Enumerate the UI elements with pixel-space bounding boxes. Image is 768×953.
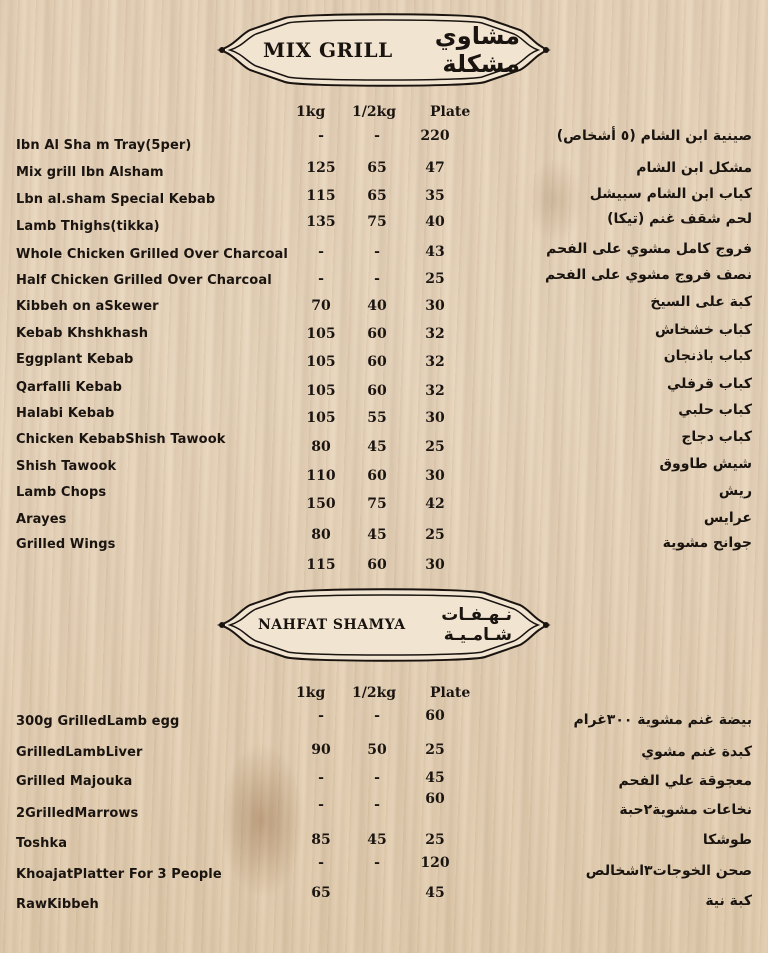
price-plate: 120	[420, 854, 450, 871]
price-1kg: 110	[306, 467, 336, 484]
price-half-kg: 55	[367, 410, 387, 426]
price-half-kg: 45	[367, 832, 387, 848]
price-plate: 32	[425, 325, 445, 342]
menu-row	[0, 708, 768, 738]
price-half-kg: 50	[367, 741, 387, 758]
price-1kg: 90	[311, 741, 331, 758]
price-half-kg: 60	[367, 382, 387, 399]
nahfat-banner	[0, 585, 768, 665]
price-half-kg: -	[374, 796, 380, 813]
item-name-en: GrilledLambLiver	[16, 744, 143, 760]
price-plate: 47	[425, 160, 445, 177]
item-name-en: Kebab Khshkhash	[16, 325, 149, 341]
item-name-ar: كباب قرفلي	[667, 375, 752, 392]
item-name-en: Grilled Wings	[16, 537, 116, 552]
item-name-ar: كباب ابن الشام سبيشل	[589, 185, 752, 202]
item-name-en: Lbn al.sham Special Kebab	[16, 191, 216, 207]
price-plate: 30	[425, 410, 445, 426]
menu-row	[0, 294, 768, 322]
price-1kg: -	[318, 243, 324, 260]
price-1kg: 115	[306, 557, 336, 573]
menu-row	[0, 455, 768, 487]
item-name-en: Lamb Thighs(tikka)	[16, 219, 160, 235]
price-plate: 25	[425, 439, 445, 456]
price-half-kg: 75	[367, 214, 387, 231]
item-name-ar: جوانح مشوية	[662, 535, 752, 551]
item-name-en: Lamb Chops	[16, 485, 107, 501]
item-name-en: Half Chicken Grilled Over Charcoal	[16, 273, 272, 288]
col-header-1kg: 1kg	[296, 104, 326, 120]
price-half-kg: -	[374, 708, 380, 724]
price-1kg: -	[318, 854, 324, 871]
price-half-kg: 65	[367, 160, 387, 177]
item-name-en: 2GrilledMarrows	[16, 805, 139, 821]
item-name-en: RawKibbeh	[16, 897, 99, 912]
price-half-kg: 65	[367, 187, 387, 204]
price-1kg: 150	[306, 496, 336, 513]
item-name-ar: مشكل ابن الشام	[636, 160, 752, 177]
price-half-kg: 60	[367, 467, 387, 484]
item-name-en: Toshka	[16, 836, 68, 851]
menu-row	[0, 348, 768, 377]
menu-row	[0, 185, 768, 213]
price-half-kg: -	[374, 128, 380, 144]
menu-row	[0, 267, 768, 295]
price-plate: 45	[425, 885, 445, 901]
item-name-en: Kibbeh on aSkewer	[16, 299, 159, 315]
col-header-plate: Plate	[430, 104, 471, 120]
menu-row	[0, 854, 768, 891]
menu-row	[0, 402, 768, 432]
price-plate: 30	[425, 298, 445, 315]
col-header-plate: Plate	[430, 685, 471, 701]
price-half-kg: 45	[367, 439, 387, 456]
price-plate: 60	[425, 790, 445, 807]
price-half-kg: -	[374, 243, 380, 260]
item-name-en: Halabi Kebab	[16, 406, 115, 421]
price-1kg: 125	[306, 160, 336, 177]
item-name-ar: كباب خشخاش	[654, 321, 752, 338]
mix-grill-banner	[0, 10, 768, 90]
menu-row	[0, 161, 768, 185]
price-half-kg: -	[374, 271, 380, 287]
menu-row	[0, 128, 768, 158]
item-name-ar: نصف فروج مشوي على الفحم	[544, 267, 752, 283]
price-half-kg: 45	[367, 526, 387, 543]
price-plate: 45	[425, 770, 445, 786]
menu-row	[0, 535, 768, 573]
price-half-kg: 60	[367, 325, 387, 342]
item-name-ar: صينية ابن الشام (٥ أشخاص)	[556, 128, 752, 144]
price-1kg: -	[318, 128, 324, 144]
item-name-en: Shish Tawook	[16, 458, 117, 474]
price-1kg: 85	[311, 832, 331, 848]
menu-row	[0, 741, 768, 769]
col-header-halfkg: 1/2kg	[352, 685, 397, 701]
price-half-kg: 40	[367, 298, 387, 315]
price-1kg: 80	[311, 526, 331, 543]
item-name-en: Mix grill Ibn Alsham	[16, 165, 164, 181]
item-name-ar: كباب باذنجان	[663, 348, 752, 365]
item-name-ar: صحن الخوجات٣اشخالص	[585, 862, 752, 879]
price-half-kg: 60	[367, 354, 387, 371]
item-name-en: Arayes	[16, 511, 67, 527]
item-name-en: Eggplant Kebab	[16, 352, 134, 368]
item-name-ar: بيضة غنم مشوية ٣٠٠غرام	[573, 712, 752, 728]
price-plate: 43	[425, 243, 445, 260]
col-header-1kg: 1kg	[296, 685, 326, 701]
item-name-en: Whole Chicken Grilled Over Charcoal	[16, 246, 288, 262]
item-name-en: Qarfalli Kebab	[16, 379, 123, 395]
price-plate: 25	[425, 526, 445, 543]
price-1kg: 115	[306, 187, 336, 204]
price-1kg: -	[318, 796, 324, 813]
section-title-en: MIX GRILL	[263, 38, 393, 62]
price-1kg: 80	[311, 439, 331, 456]
section-title-ar: مشاوي مشكلة	[434, 22, 520, 78]
price-plate: 220	[420, 128, 450, 144]
price-half-kg: 75	[367, 496, 387, 513]
menu-row	[0, 321, 768, 350]
price-1kg: 105	[306, 382, 336, 399]
price-1kg: 65	[311, 885, 331, 901]
price-1kg: -	[318, 770, 324, 786]
menu-row	[0, 885, 768, 921]
menu-row	[0, 375, 768, 405]
item-name-ar: معجوقة علي الفحم	[618, 773, 752, 789]
price-plate: 30	[425, 467, 445, 484]
item-name-en: Ibn Al Sha m Tray(5per)	[16, 138, 192, 153]
price-plate: 25	[425, 271, 445, 287]
item-name-ar: عرايس	[703, 509, 752, 526]
item-name-ar: كبدة غنم مشوي	[641, 743, 752, 760]
item-name-en: Grilled Majouka	[16, 774, 133, 789]
price-plate: 30	[425, 557, 445, 573]
price-1kg: 135	[306, 214, 336, 231]
item-name-en: 300g GrilledLamb egg	[16, 714, 180, 729]
item-name-ar: كبة على السيخ	[650, 294, 752, 311]
price-plate: 35	[425, 187, 445, 204]
price-plate: 42	[425, 496, 445, 513]
item-name-en: Chicken KebabShish Tawook	[16, 432, 226, 448]
menu-row	[0, 790, 768, 830]
item-name-ar: شيش طاووق	[659, 455, 752, 472]
item-name-ar: كباب دجاج	[681, 429, 752, 446]
price-plate: 60	[425, 708, 445, 724]
menu-row	[0, 770, 768, 799]
price-plate: 40	[425, 214, 445, 231]
section-title-ar: نـهـفـات شـامـيـة	[441, 605, 512, 645]
price-half-kg: -	[374, 770, 380, 786]
item-name-ar: نخاعات مشوية٢حبة	[619, 801, 752, 818]
item-name-ar: فروج كامل مشوي على الفحم	[546, 240, 752, 257]
item-name-ar: كبة نية	[705, 893, 752, 909]
price-plate: 25	[425, 741, 445, 758]
item-name-en: KhoajatPlatter For 3 People	[16, 866, 222, 882]
menu-row	[0, 211, 768, 240]
menu-row	[0, 429, 768, 459]
price-1kg: -	[318, 271, 324, 287]
item-name-ar: ريش	[718, 483, 752, 500]
price-half-kg: -	[374, 854, 380, 871]
section-title-en: NAHFAT SHAMYA	[258, 617, 406, 633]
menu-row	[0, 240, 768, 268]
price-1kg: 70	[311, 298, 331, 315]
price-1kg: 105	[306, 325, 336, 342]
item-name-ar: لحم شقف غنم (تيكا)	[607, 211, 752, 228]
price-plate: 32	[425, 354, 445, 371]
price-plate: 25	[425, 832, 445, 848]
price-1kg: 105	[306, 354, 336, 371]
item-name-ar: كباب حلبي	[678, 402, 752, 418]
price-1kg: 105	[306, 410, 336, 426]
price-1kg: -	[318, 708, 324, 724]
price-half-kg: 60	[367, 557, 387, 573]
item-name-ar: طوشكا	[702, 832, 752, 848]
col-header-halfkg: 1/2kg	[352, 104, 397, 120]
menu-row	[0, 483, 768, 514]
price-plate: 32	[425, 382, 445, 399]
